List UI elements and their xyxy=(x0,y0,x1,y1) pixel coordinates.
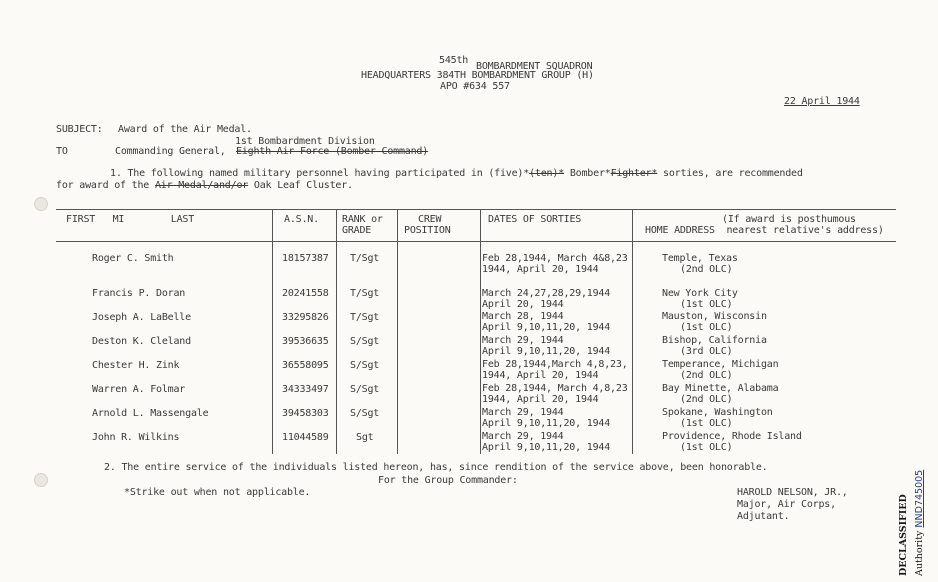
row-dates-2: April 9,10,11,20, 1944 xyxy=(482,322,611,333)
row-name: Joseph A. LaBelle xyxy=(92,312,191,323)
subject-value: Award of the Air Medal. xyxy=(118,124,252,135)
stamp-authority-label: Authority xyxy=(914,530,925,576)
row-asn: 39458303 xyxy=(282,408,329,419)
row-rank: Sgt xyxy=(356,432,374,443)
table-header-rule xyxy=(56,241,896,242)
row-asn: 11044589 xyxy=(282,432,329,443)
para1-line2 xyxy=(56,180,353,191)
row-asn: 36558095 xyxy=(282,360,329,371)
signature-name: HAROLD NELSON, JR., xyxy=(737,487,848,498)
to-division: 1st Bombardment Division xyxy=(235,136,375,147)
row-home-1: Temperance, Michigan xyxy=(662,359,779,370)
header-home-1: (If award is posthumous xyxy=(722,214,856,225)
row-home-1: Mauston, Wisconsin xyxy=(662,311,767,322)
header-rank-2: GRADE xyxy=(342,225,372,236)
row-home-1: Providence, Rhode Island xyxy=(662,431,802,442)
col-rule-1 xyxy=(272,209,273,454)
row-dates-1: March 29, 1944 xyxy=(482,407,564,418)
para1-struck-air: Air Medal/and/or xyxy=(154,180,249,191)
punch-hole-bottom xyxy=(34,473,48,487)
para2: 2. The entire service of the individuals listed hereon, has, since rendition of the service above, been honorable. xyxy=(104,462,768,473)
row-name: Arnold L. Massengale xyxy=(92,408,209,419)
row-home-2: (1st OLC) xyxy=(680,442,733,453)
para1-struck-fighter: Fighter* xyxy=(610,168,658,179)
row-rank: S/Sgt xyxy=(350,408,380,419)
row-dates-1: Feb 28,1944, March 4,8,23 xyxy=(482,383,628,394)
to-label: TO xyxy=(56,146,68,157)
header-crew-1: CREW xyxy=(418,214,442,225)
row-home-2: (2nd OLC) xyxy=(680,370,733,381)
row-home-2: (2nd OLC) xyxy=(680,264,733,275)
declassified-stamp xyxy=(888,469,936,580)
para1-struck-ten: (ten)* xyxy=(529,168,565,179)
row-dates-2: April 9,10,11,20, 1944 xyxy=(482,346,611,357)
row-home-2: (1st OLC) xyxy=(680,322,733,333)
row-rank: T/Sgt xyxy=(350,253,380,264)
row-home-1: Bay Minette, Alabama xyxy=(662,383,779,394)
para1-text-c: sorties, are recommended xyxy=(657,168,803,179)
signature-rank: Major, Air Corps, xyxy=(737,499,836,510)
header-dates: DATES OF SORTIES xyxy=(488,214,582,225)
row-dates-1: March 29, 1944 xyxy=(482,335,564,346)
row-name: Deston K. Cleland xyxy=(92,336,191,347)
col-rule-3 xyxy=(397,209,398,454)
stamp-declassified: DECLASSIFIED xyxy=(898,494,909,576)
row-dates-2: April 20, 1944 xyxy=(482,299,564,310)
stamp-authority xyxy=(914,470,925,576)
row-rank: S/Sgt xyxy=(350,336,380,347)
col-rule-5 xyxy=(632,209,633,454)
document-date: 22 April 1944 xyxy=(784,96,860,107)
row-home-2: (1st OLC) xyxy=(680,299,733,310)
para1-text-d: for award of the xyxy=(56,180,155,191)
col-rule-4 xyxy=(480,209,481,454)
row-asn: 20241558 xyxy=(282,288,329,299)
row-home-2: (3rd OLC) xyxy=(680,346,733,357)
header-asn: A.S.N. xyxy=(284,214,319,225)
row-dates-2: April 9,10,11,20, 1944 xyxy=(482,418,611,429)
row-rank: T/Sgt xyxy=(350,312,380,323)
para1-line1 xyxy=(110,168,803,179)
row-home-2: (2nd OLC) xyxy=(680,394,733,405)
row-name: Francis P. Doran xyxy=(92,288,186,299)
row-home-1: New York City xyxy=(662,288,738,299)
row-rank: T/Sgt xyxy=(350,288,380,299)
for-group-commander: For the Group Commander: xyxy=(378,475,518,486)
row-name: Roger C. Smith xyxy=(92,253,174,264)
header-apo: APO #634 557 xyxy=(440,81,510,92)
row-home-2: (1st OLC) xyxy=(680,418,733,429)
punch-hole-top xyxy=(34,197,48,211)
header-headquarters: HEADQUARTERS 384TH BOMBARDMENT GROUP (H) xyxy=(361,70,594,81)
header-name: FIRST MI LAST xyxy=(66,214,195,225)
row-home-1: Bishop, California xyxy=(662,335,767,346)
row-name: Warren A. Folmar xyxy=(92,384,186,395)
row-home-1: Spokane, Washington xyxy=(662,407,773,418)
row-dates-2: April 9,10,11,20, 1944 xyxy=(482,442,611,453)
row-dates-1: March 29, 1944 xyxy=(482,431,564,442)
header-squadron-number: 545th xyxy=(439,55,469,66)
table-top-rule xyxy=(56,209,896,210)
subject-label: SUBJECT: xyxy=(56,124,103,135)
row-dates-2: 1944, April 20, 1944 xyxy=(482,264,599,275)
row-dates-1: Feb 28,1944,March 4,8,23, xyxy=(482,359,628,370)
row-dates-2: 1944, April 20, 1944 xyxy=(482,394,599,405)
row-asn: 39536635 xyxy=(282,336,329,347)
para1-text-e: Oak Leaf Cluster. xyxy=(248,180,353,191)
row-asn: 33295826 xyxy=(282,312,329,323)
row-dates-1: March 28, 1944 xyxy=(482,311,564,322)
footnote: *Strike out when not applicable. xyxy=(124,487,311,498)
row-dates-1: Feb 28,1944, March 4&8,23 xyxy=(482,253,628,264)
row-asn: 34333497 xyxy=(282,384,329,395)
header-squadron: BOMBARDMENT SQUADRON xyxy=(476,61,593,72)
row-home-1: Temple, Texas xyxy=(662,253,738,264)
to-prefix: Commanding General, xyxy=(115,146,226,157)
header-home-2: HOME ADDRESS nearest relative's address) xyxy=(645,225,884,236)
row-dates-2: 1944, April 20, 1944 xyxy=(482,370,599,381)
row-dates-1: March 24,27,28,29,1944 xyxy=(482,288,611,299)
row-rank: S/Sgt xyxy=(350,360,380,371)
header-rank-1: RANK or xyxy=(342,214,383,225)
para1-text-b: Bomber* xyxy=(564,168,611,179)
row-name: Chester H. Zink xyxy=(92,360,180,371)
to-struck-command: Eighth Air Force (Bomber Command) xyxy=(236,146,429,157)
row-asn: 18157387 xyxy=(282,253,329,264)
stamp-authority-value: NND745005 xyxy=(914,469,925,528)
col-rule-2 xyxy=(336,209,337,454)
header-crew-2: POSITION xyxy=(404,225,451,236)
row-rank: S/Sgt xyxy=(350,384,380,395)
signature-title: Adjutant. xyxy=(737,511,790,522)
para1-text-a: 1. The following named military personnel having participated in (five)* xyxy=(110,168,530,179)
row-name: John R. Wilkins xyxy=(92,432,180,443)
